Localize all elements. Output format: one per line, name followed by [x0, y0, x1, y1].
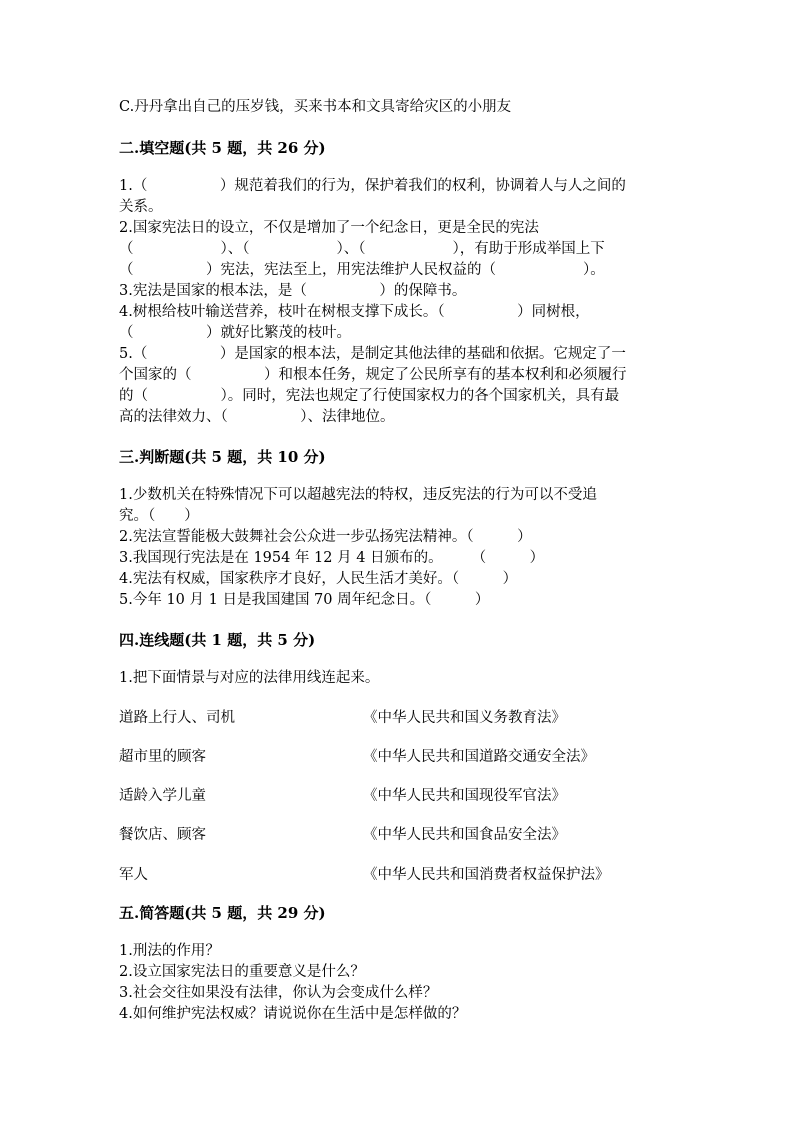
judge-line: 3.我国现行宪法是在 1954 年 12 月 4 日颁布的。 （ ） [119, 550, 545, 566]
judge-line: 4.宪法有权威，国家秩序才良好，人民生活才美好。（ ） [119, 571, 518, 587]
fill-line: 5.（ ）是国家的根本法，是制定其他法律的基础和依据。它规定了一 [119, 346, 626, 362]
fill-line: （ ）、（ ）、（ ），有助于形成举国上下 [119, 241, 605, 257]
match-left-item: 超市里的顾客 [119, 749, 206, 765]
section-heading-match: 四.连线题(共 1 题，共 5 分) [119, 631, 316, 649]
fill-line: 3.宪法是国家的根本法，是（ ）的保障书。 [119, 283, 467, 299]
match-right-item: 《中华人民共和国道路交通安全法》 [363, 749, 595, 765]
match-right-item: 《中华人民共和国食品安全法》 [363, 827, 566, 843]
judge-line: 1.少数机关在特殊情况下可以超越宪法的特权，违反宪法的行为可以不受追 [119, 487, 597, 503]
fill-line: （ ）就好比繁茂的枝叶。 [119, 325, 351, 341]
section-heading-fill: 二.填空题(共 5 题，共 26 分) [119, 139, 326, 157]
judge-line: 究。（ ） [119, 508, 199, 524]
fill-line: 的（ ）。同时，宪法也规定了行使国家权力的各个国家机关，具有最 [119, 388, 620, 404]
match-left-item: 适龄入学儿童 [119, 788, 206, 804]
fill-line: 个国家的（ ）和根本任务，规定了公民所享有的基本权利和必须履行 [119, 367, 627, 383]
match-right-item: 《中华人民共和国现役军官法》 [363, 788, 566, 804]
fill-line: 1.（ ）规范着我们的行为，保护着我们的权利，协调着人与人之间的 [119, 178, 626, 194]
section-heading-short: 五.简答题(共 5 题，共 29 分) [119, 904, 326, 922]
option-c-line: C.丹丹拿出自己的压岁钱，买来书本和文具寄给灾区的小朋友 [119, 99, 512, 115]
match-instruction: 1.把下面情景与对应的法律用线连起来。 [119, 670, 380, 686]
short-question: 2.设立国家宪法日的重要意义是什么？ [119, 964, 365, 980]
match-right-item: 《中华人民共和国义务教育法》 [363, 710, 566, 726]
short-question: 1.刑法的作用？ [119, 943, 220, 959]
fill-line: 2.国家宪法日的设立，不仅是增加了一个纪念日，更是全民的宪法 [119, 220, 539, 236]
short-question: 4.如何维护宪法权威？请说说你在生活中是怎样做的？ [119, 1006, 467, 1022]
judge-line: 2.宪法宣誓能极大鼓舞社会公众进一步弘扬宪法精神。（ ） [119, 529, 532, 545]
fill-line: 关系。 [119, 199, 163, 215]
fill-line: 高的法律效力、（ ）、法律地位。 [119, 409, 395, 425]
short-question: 3.社会交往如果没有法律，你认为会变成什么样？ [119, 985, 438, 1001]
match-left-item: 餐饮店、顾客 [119, 827, 206, 843]
match-right-item: 《中华人民共和国消费者权益保护法》 [363, 867, 610, 883]
fill-line: （ ）宪法，宪法至上，用宪法维护人民权益的（ ）。 [119, 262, 605, 278]
judge-line: 5.今年 10 月 1 日是我国建国 70 周年纪念日。（ ） [119, 592, 490, 608]
section-heading-judge: 三.判断题(共 5 题，共 10 分) [119, 448, 326, 466]
match-left-item: 道路上行人、司机 [119, 710, 235, 726]
fill-line: 4.树根给枝叶输送营养，枝叶在树根支撑下成长。（ ）同树根， [119, 304, 590, 320]
match-left-item: 军人 [119, 867, 148, 883]
